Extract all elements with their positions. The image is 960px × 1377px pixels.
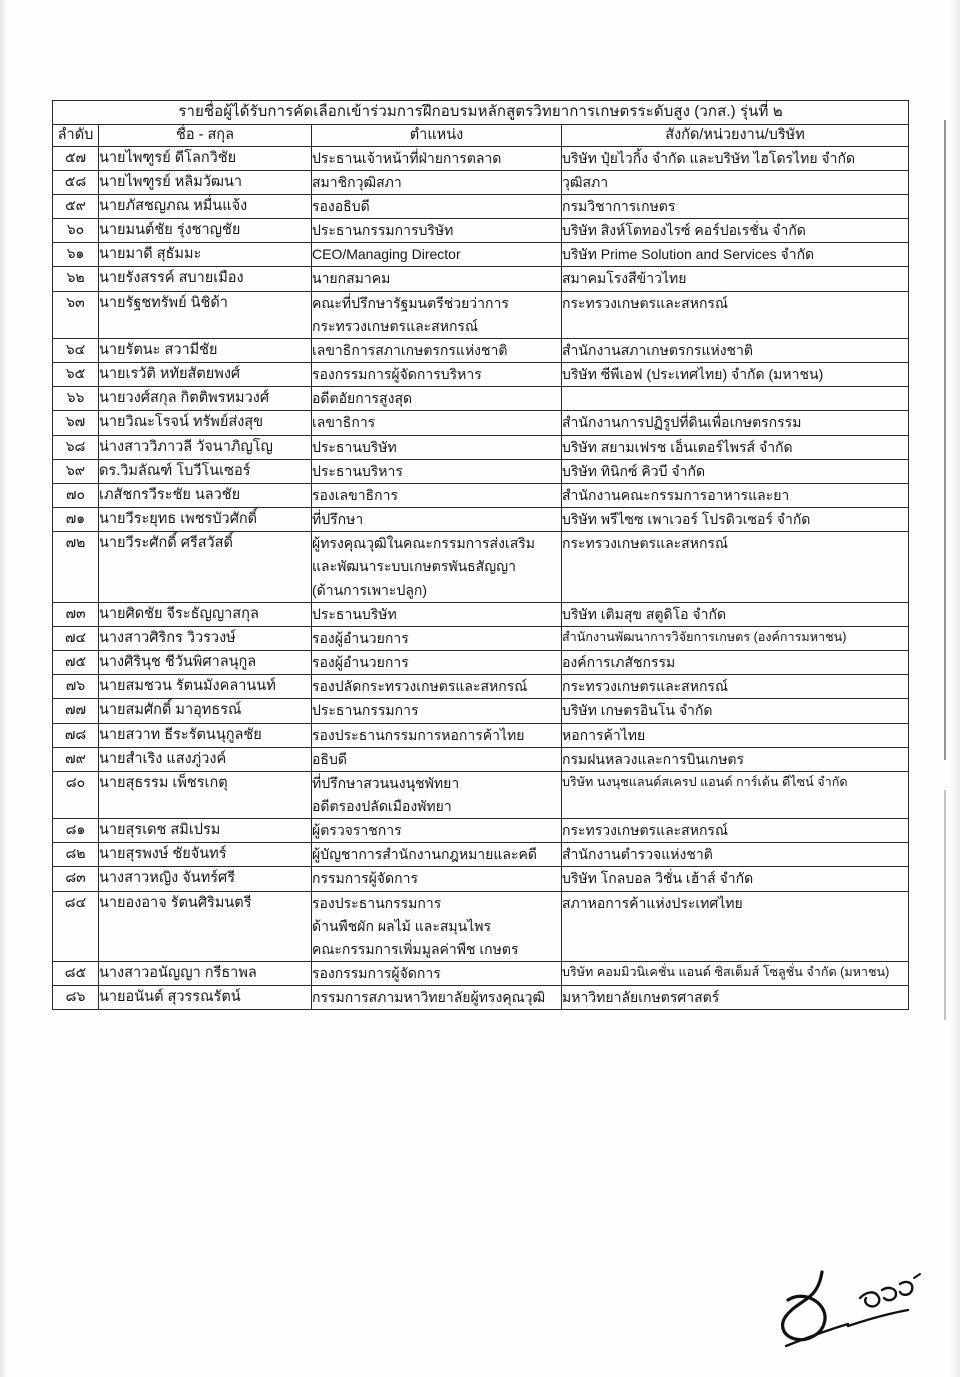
- handwritten-signature: [762, 1268, 932, 1364]
- cell-position: ประธานบริหาร: [312, 459, 562, 483]
- table-row: [53, 243, 909, 267]
- table-row: [53, 723, 909, 747]
- cell-no: ๘๒: [53, 843, 99, 867]
- roster-table: [52, 100, 909, 1010]
- cell-no: ๕๘: [53, 170, 99, 194]
- cell-organization: บริษัท คอมมิวนิเคชั่น แอนด์ ซิสเต็มส์ โซลูชั่น จำกัด (มหาชน): [562, 961, 909, 985]
- text-line: อดีตรองปลัดเมืองพัทยา: [312, 798, 452, 815]
- text-line: คณะกรรมการเพิ่มมูลค่าพืช เกษตร: [312, 940, 519, 957]
- cell-no: ๖๐: [53, 219, 99, 243]
- cell-organization: สภาหอการค้าแห่งประเทศไทย: [562, 891, 909, 961]
- scan-artifact-streak: [944, 120, 946, 760]
- cell-organization: บริษัท Prime Solution and Services จำกัด: [562, 243, 909, 267]
- cell-name: นายรัฐชทรัพย์ นิชิด้า: [99, 291, 312, 338]
- cell-organization: กระทรวงเกษตรและสหกรณ์: [562, 291, 909, 338]
- cell-position: ประธานกรรมการ: [312, 699, 562, 723]
- cell-no: ๘๖: [53, 986, 99, 1010]
- cell-no: ๖๒: [53, 267, 99, 291]
- cell-organization: บริษัท สิงห์โตทองไรซ์ คอร์ปอเรชั่น จำกัด: [562, 219, 909, 243]
- cell-name: นายเรวัติ หทัยสัตยพงศ์: [99, 363, 312, 387]
- table-row: [53, 532, 909, 602]
- cell-name: นายมาดี สุธัมมะ: [99, 243, 312, 267]
- cell-no: ๗๑: [53, 508, 99, 532]
- cell-organization: [562, 387, 909, 411]
- table-row: [53, 747, 909, 771]
- cell-name: นายมนต์ชัย รุ่งชาญชัย: [99, 219, 312, 243]
- table-row: [53, 146, 909, 170]
- table-row: [53, 267, 909, 291]
- cell-no: ๗๒: [53, 532, 99, 602]
- cell-organization: บริษัท ปุ๋ยไวกิ้ง จำกัด และบริษัท ไฮโดรไทย จำกัด: [562, 146, 909, 170]
- cell-position: เลขาธิการ: [312, 411, 562, 435]
- table-row: [53, 483, 909, 507]
- cell-position: สมาชิกวุฒิสภา: [312, 170, 562, 194]
- cell-organization: กรมฝนหลวงและการบินเกษตร: [562, 747, 909, 771]
- cell-no: ๖๗: [53, 411, 99, 435]
- cell-name: นางสาวศิริกร วิวรวงษ์: [99, 626, 312, 650]
- cell-name: นายสุรพงษ์ ชัยจันทร์: [99, 843, 312, 867]
- cell-no: ๘๐: [53, 771, 99, 818]
- cell-position: [312, 532, 562, 602]
- table-row: [53, 194, 909, 218]
- scan-artifact-streak-lower: [944, 790, 946, 1020]
- cell-position: CEO/Managing Director: [312, 243, 562, 267]
- header-name: ชื่อ - สกุล: [99, 124, 312, 146]
- cell-no: ๖๘: [53, 435, 99, 459]
- cell-position: [312, 771, 562, 818]
- table-row: [53, 170, 909, 194]
- cell-name: นายไพฑูรย์ หลิมวัฒนา: [99, 170, 312, 194]
- table-row: [53, 819, 909, 843]
- cell-organization: บริษัท ทินิกซ์ คิวบี จำกัด: [562, 459, 909, 483]
- cell-organization: สำนักงานตำรวจแห่งชาติ: [562, 843, 909, 867]
- cell-position: ประธานบริษัท: [312, 602, 562, 626]
- cell-organization: บริษัท พรีไซซ เพาเวอร์ โปรดิวเซอร์ จำกัด: [562, 508, 909, 532]
- table-row: [53, 219, 909, 243]
- table-row: [53, 459, 909, 483]
- cell-name: นายสวาท ธีระรัตนนุกูลชัย: [99, 723, 312, 747]
- scan-edge-shadow-right: [950, 0, 960, 1377]
- cell-position: รองผู้อำนวยการ: [312, 626, 562, 650]
- header-position: ตำแหน่ง: [312, 124, 562, 146]
- cell-no: ๘๕: [53, 961, 99, 985]
- cell-organization: หอการค้าไทย: [562, 723, 909, 747]
- text-line: (ด้านการเพาะปลูก): [312, 581, 428, 598]
- cell-no: ๖๙: [53, 459, 99, 483]
- table-row: [53, 338, 909, 362]
- text-line: รองประธานกรรมการ: [312, 894, 442, 911]
- cell-no: ๗๙: [53, 747, 99, 771]
- cell-position: รองผู้อำนวยการ: [312, 650, 562, 674]
- table-row: [53, 387, 909, 411]
- cell-no: ๗๕: [53, 650, 99, 674]
- cell-position: ผู้ตรวจราชการ: [312, 819, 562, 843]
- cell-name: นายองอาจ รัตนศิริมนตรี: [99, 891, 312, 961]
- cell-position: นายกสมาคม: [312, 267, 562, 291]
- cell-position: ประธานบริษัท: [312, 435, 562, 459]
- table-row: [53, 650, 909, 674]
- cell-name: นายศิดชัย จีระธัญญาสกุล: [99, 602, 312, 626]
- cell-position: อดีตอัยการสูงสุด: [312, 387, 562, 411]
- cell-position: รองปลัดกระทรวงเกษตรและสหกรณ์: [312, 675, 562, 699]
- table-row: [53, 435, 909, 459]
- cell-position: เลขาธิการสภาเกษตรกรแห่งชาติ: [312, 338, 562, 362]
- cell-name: นายสมศักดิ์ มาอุทธรณ์: [99, 699, 312, 723]
- table-row: [53, 986, 909, 1010]
- header-organization: สังกัด/หน่วยงาน/บริษัท: [562, 124, 909, 146]
- cell-name: นายสมชวน รัตนมังคลานนท์: [99, 675, 312, 699]
- cell-name: นายสุรเดช สมิเปรม: [99, 819, 312, 843]
- header-no: ลำดับ: [53, 124, 99, 146]
- cell-no: ๗๓: [53, 602, 99, 626]
- text-line: คณะที่ปรึกษารัฐมนตรีช่วยว่าการ: [312, 294, 509, 311]
- cell-organization: วุฒิสภา: [562, 170, 909, 194]
- cell-no: ๕๙: [53, 194, 99, 218]
- cell-organization: กระทรวงเกษตรและสหกรณ์: [562, 819, 909, 843]
- document-title: รายชื่อผู้ได้รับการคัดเลือกเข้าร่วมการฝึกอบรมหลักสูตรวิทยาการเกษตรระดับสูง (วกส.) รุ่นที่ ๒: [53, 101, 909, 125]
- text-line: และพัฒนาระบบเกษตรพันธสัญญา: [312, 558, 516, 575]
- cell-organization: กระทรวงเกษตรและสหกรณ์: [562, 532, 909, 602]
- cell-position: ที่ปรึกษา: [312, 508, 562, 532]
- cell-organization: องค์การเภสัชกรรม: [562, 650, 909, 674]
- cell-name: นายรัตนะ สวามีชัย: [99, 338, 312, 362]
- table-row: [53, 602, 909, 626]
- cell-no: ๘๓: [53, 867, 99, 891]
- text-line: ด้านพืชผัก ผลไม้ และสมุนไพร: [312, 917, 492, 934]
- cell-name: นายวิณะโรจน์ ทรัพย์ส่งสุข: [99, 411, 312, 435]
- cell-organization: สำนักงานพัฒนาการวิจัยการเกษตร (องค์การมหาชน): [562, 626, 909, 650]
- cell-no: ๘๔: [53, 891, 99, 961]
- table-row: [53, 867, 909, 891]
- table-row: [53, 675, 909, 699]
- cell-no: ๖๕: [53, 363, 99, 387]
- cell-no: ๗๘: [53, 723, 99, 747]
- cell-name: นางศิรินุช ชีวันพิศาลนุกูล: [99, 650, 312, 674]
- cell-organization: บริษัท เกษตรอินโน จำกัด: [562, 699, 909, 723]
- cell-position: รองกรรมการผู้จัดการ: [312, 961, 562, 985]
- cell-position: กรรมการสภามหาวิทยาลัยผู้ทรงคุณวุฒิ: [312, 986, 562, 1010]
- text-line: ที่ปรึกษาสวนนงนุชพัทยา: [312, 774, 460, 791]
- table-row: [53, 626, 909, 650]
- cell-name: น่างสาววิภาวลี วัจนาภิญโญ: [99, 435, 312, 459]
- cell-organization: มหาวิทยาลัยเกษตรศาสตร์: [562, 986, 909, 1010]
- cell-name: นายวงศ์สกุล กิตติพรหมวงศ์: [99, 387, 312, 411]
- cell-no: ๗๗: [53, 699, 99, 723]
- table-row: [53, 891, 909, 961]
- table-row: [53, 363, 909, 387]
- table-row: [53, 411, 909, 435]
- cell-organization: กระทรวงเกษตรและสหกรณ์: [562, 675, 909, 699]
- cell-name: นายสำเริง แสงภู่วงค์: [99, 747, 312, 771]
- cell-name: นายรังสรรค์ สบายเมือง: [99, 267, 312, 291]
- cell-position: รองกรรมการผู้จัดการบริหาร: [312, 363, 562, 387]
- cell-position: ผู้บัญชาการสำนักงานกฎหมายและคดี: [312, 843, 562, 867]
- cell-organization: สำนักงานการปฏิรูปที่ดินเพื่อเกษตรกรรม: [562, 411, 909, 435]
- table-row: [53, 291, 909, 338]
- cell-no: ๖๑: [53, 243, 99, 267]
- roster-table-body: [53, 101, 909, 1010]
- scan-edge-shadow-left: [0, 0, 8, 1377]
- cell-position: กรรมการผู้จัดการ: [312, 867, 562, 891]
- cell-no: ๗๐: [53, 483, 99, 507]
- roster-document: [52, 100, 908, 1010]
- column-header-row: [53, 124, 909, 146]
- cell-position: อธิบดี: [312, 747, 562, 771]
- cell-name: ดร.วิมลัณฑ์ โบวีโนเซอร์: [99, 459, 312, 483]
- cell-organization: บริษัท นงนุชแลนด์สเครป แอนด์ การ์เด้น ดีไซน์ จำกัด: [562, 771, 909, 818]
- cell-organization: บริษัท ซีพีเอฟ (ประเทศไทย) จำกัด (มหาชน): [562, 363, 909, 387]
- cell-organization: บริษัท โกลบอล วิชั่น เฮ้าส์ จำกัด: [562, 867, 909, 891]
- cell-name: นางสาวหญิง จันทร์ศรี: [99, 867, 312, 891]
- cell-no: ๗๖: [53, 675, 99, 699]
- cell-name: นายไพฑูรย์ ดีโลกวิชัย: [99, 146, 312, 170]
- table-row: [53, 508, 909, 532]
- cell-position: ประธานกรรมการบริษัท: [312, 219, 562, 243]
- table-row: [53, 771, 909, 818]
- cell-position: รองประธานกรรมการหอการค้าไทย: [312, 723, 562, 747]
- cell-position: [312, 291, 562, 338]
- cell-name: เภสัชกรวีระชัย นลวชัย: [99, 483, 312, 507]
- cell-position: รองเลขาธิการ: [312, 483, 562, 507]
- cell-organization: กรมวิชาการเกษตร: [562, 194, 909, 218]
- text-line: กระทรวงเกษตรและสหกรณ์: [312, 317, 478, 334]
- cell-no: ๖๔: [53, 338, 99, 362]
- cell-name: นายภัสชญภณ หมื่นแจ้ง: [99, 194, 312, 218]
- cell-name: นายวีระยุทธ เพชรบัวศักดิ์: [99, 508, 312, 532]
- table-row: [53, 961, 909, 985]
- cell-name: นายวีระศักดิ์ ศรีสวัสดิ์: [99, 532, 312, 602]
- cell-organization: บริษัท เติมสุข สตูดิโอ จำกัด: [562, 602, 909, 626]
- cell-organization: สำนักงานคณะกรรมการอาหารและยา: [562, 483, 909, 507]
- cell-position: [312, 891, 562, 961]
- cell-name: นายอนันต์ สุวรรณรัตน์: [99, 986, 312, 1010]
- cell-name: นางสาวอนัญญา กรีธาพล: [99, 961, 312, 985]
- cell-organization: สำนักงานสภาเกษตรกรแห่งชาติ: [562, 338, 909, 362]
- text-line: ผู้ทรงคุณวุฒิในคณะกรรมการส่งเสริม: [312, 535, 535, 552]
- table-row: [53, 699, 909, 723]
- cell-position: รองอธิบดี: [312, 194, 562, 218]
- cell-position: ประธานเจ้าหน้าที่ฝ่ายการตลาด: [312, 146, 562, 170]
- title-row: [53, 101, 909, 125]
- cell-no: ๘๑: [53, 819, 99, 843]
- cell-organization: บริษัท สยามเฟรช เอ็นเตอร์ไพรส์ จำกัด: [562, 435, 909, 459]
- cell-no: ๗๔: [53, 626, 99, 650]
- table-row: [53, 843, 909, 867]
- cell-no: ๖๖: [53, 387, 99, 411]
- cell-name: นายสุธรรม เพ็ชรเกตุ: [99, 771, 312, 818]
- cell-organization: สมาคมโรงสีข้าวไทย: [562, 267, 909, 291]
- cell-no: ๕๗: [53, 146, 99, 170]
- cell-no: ๖๓: [53, 291, 99, 338]
